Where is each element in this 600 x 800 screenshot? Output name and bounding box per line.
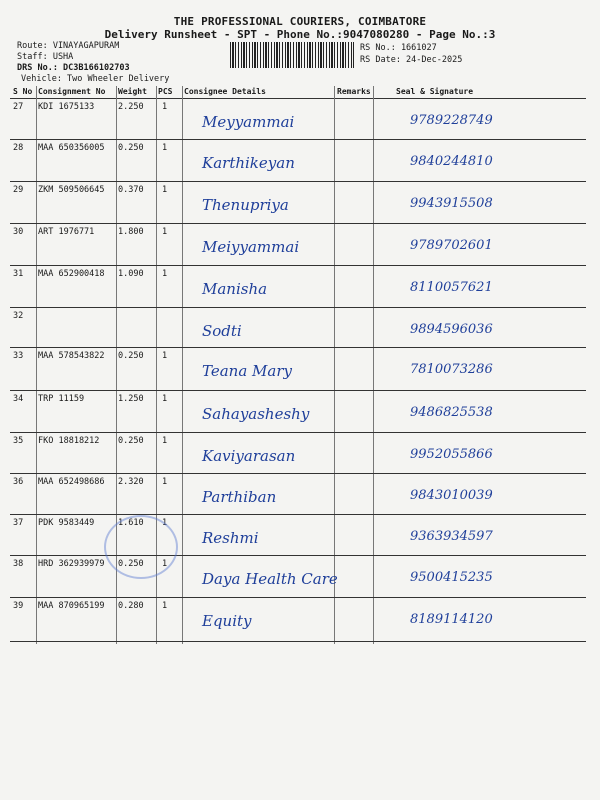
consignee-handwritten-name: Manisha [202, 280, 268, 298]
signature-phone: 8189114120 [410, 612, 493, 627]
sno-cell: 39 [13, 601, 24, 611]
weight-cell: 0.250 [118, 143, 144, 153]
table-row [10, 433, 586, 474]
runsheet-subtitle: Delivery Runsheet - SPT - Phone No.:9047080280 - Page No.:3 [104, 28, 496, 41]
consignee-handwritten-name: Meiyyammai [202, 238, 300, 256]
weight-cell: 1.250 [118, 394, 144, 404]
table-row [10, 140, 586, 182]
weight-cell: 0.250 [118, 559, 144, 569]
weight-cell: 0.250 [118, 436, 144, 446]
table-row [10, 474, 586, 515]
table-row [10, 515, 586, 556]
barcode [230, 42, 354, 68]
signature-phone: 9843010039 [410, 488, 493, 503]
sno-cell: 32 [13, 311, 24, 321]
consignee-handwritten-name: Sodti [202, 322, 242, 340]
pcs-cell: 1 [162, 269, 168, 279]
table-row [10, 598, 586, 642]
weight-cell: 1.090 [118, 269, 144, 279]
sno-cell: 33 [13, 351, 24, 361]
consignment-no-cell: TRP 11159 [38, 394, 85, 404]
signature-phone: 7810073286 [410, 362, 493, 377]
signature-phone: 9789702601 [410, 238, 493, 253]
table-row [10, 391, 586, 433]
weight-cell: 2.250 [118, 102, 144, 112]
rs-date: RS Date: 24-Dec-2025 [360, 55, 463, 65]
row-divider [10, 641, 586, 642]
weight-cell: 1.800 [118, 227, 144, 237]
consignee-handwritten-name: Sahayasheshy [202, 405, 310, 423]
table-header [10, 86, 586, 99]
pcs-cell: 1 [162, 601, 168, 611]
table-row [10, 308, 586, 348]
staff-label: Staff: USHA [17, 52, 74, 62]
col-consignee: Consignee Details [184, 87, 266, 96]
route-label: Route: VINAYAGAPURAM [17, 41, 120, 51]
drs-label: DRS No.: DC3B166102703 [17, 63, 130, 73]
consignment-no-cell: FKO 18818212 [38, 436, 100, 446]
sno-cell: 27 [13, 102, 24, 112]
col-consignment: Consignment No [38, 87, 106, 96]
signature-phone: 9486825538 [410, 405, 493, 420]
weight-cell: 1.610 [118, 518, 144, 528]
col-seal-signature: Seal & Signature [396, 87, 474, 96]
consignee-handwritten-name: Reshmi [202, 529, 259, 547]
pcs-cell: 1 [162, 394, 168, 404]
table-row [10, 266, 586, 308]
seal-stamp [104, 515, 178, 579]
table-row [10, 556, 586, 598]
pcs-cell: 1 [162, 185, 168, 195]
signature-phone: 8110057621 [410, 280, 493, 295]
consignment-no-cell: MAA 652498686 [38, 477, 105, 487]
col-weight: Weight [118, 87, 147, 96]
consignment-no-cell: MAA 578543822 [38, 351, 105, 361]
table-row [10, 224, 586, 266]
table-row [10, 182, 586, 224]
consignment-no-cell: KDI 1675133 [38, 102, 95, 112]
pcs-cell: 1 [162, 559, 168, 569]
sno-cell: 35 [13, 436, 24, 446]
table-row [10, 348, 586, 391]
signature-phone: 9789228749 [410, 113, 493, 128]
signature-phone: 9500415235 [410, 570, 493, 585]
consignee-handwritten-name: Teana Mary [202, 362, 292, 380]
consignee-handwritten-name: Karthikeyan [202, 154, 295, 172]
consignment-no-cell: ART 1976771 [38, 227, 95, 237]
signature-phone: 9894596036 [410, 322, 493, 337]
consignment-no-cell: MAA 650356005 [38, 143, 105, 153]
consignment-no-cell: HRD 362939979 [38, 559, 105, 569]
consignment-no-cell: ZKM 509506645 [38, 185, 105, 195]
col-sno: S No [13, 87, 33, 96]
sno-cell: 37 [13, 518, 24, 528]
consignee-handwritten-name: Daya Health Care [202, 570, 338, 588]
sno-cell: 30 [13, 227, 24, 237]
signature-phone: 9943915508 [410, 196, 493, 211]
consignment-no-cell: MAA 652900418 [38, 269, 105, 279]
pcs-cell: 1 [162, 436, 168, 446]
consignment-no-cell: MAA 870965199 [38, 601, 105, 611]
consignee-handwritten-name: Kaviyarasan [202, 447, 296, 465]
consignment-no-cell: PDK 9583449 [38, 518, 95, 528]
consignee-handwritten-name: Parthiban [202, 488, 277, 506]
sno-cell: 29 [13, 185, 24, 195]
weight-cell: 0.250 [118, 351, 144, 361]
sno-cell: 34 [13, 394, 24, 404]
pcs-cell: 1 [162, 227, 168, 237]
rs-number: RS No.: 1661027 [360, 43, 437, 53]
vehicle-label: Vehicle: Two Wheeler Delivery [21, 74, 170, 84]
signature-phone: 9363934597 [410, 529, 493, 544]
consignee-handwritten-name: Meyyammai [202, 113, 295, 131]
pcs-cell: 1 [162, 351, 168, 361]
sno-cell: 28 [13, 143, 24, 153]
signature-phone: 9840244810 [410, 154, 493, 169]
weight-cell: 2.320 [118, 477, 144, 487]
company-title: THE PROFESSIONAL COURIERS, COIMBATORE [173, 15, 427, 28]
col-pcs: PCS [158, 87, 173, 96]
sno-cell: 31 [13, 269, 24, 279]
signature-phone: 9952055866 [410, 447, 493, 462]
sno-cell: 36 [13, 477, 24, 487]
sno-cell: 38 [13, 559, 24, 569]
pcs-cell: 1 [162, 518, 168, 528]
weight-cell: 0.280 [118, 601, 144, 611]
consignee-handwritten-name: Equity [202, 612, 252, 630]
weight-cell: 0.370 [118, 185, 144, 195]
pcs-cell: 1 [162, 477, 168, 487]
consignee-handwritten-name: Thenupriya [202, 196, 289, 214]
pcs-cell: 1 [162, 102, 168, 112]
col-remarks: Remarks [337, 87, 371, 96]
table-row [10, 99, 586, 140]
pcs-cell: 1 [162, 143, 168, 153]
